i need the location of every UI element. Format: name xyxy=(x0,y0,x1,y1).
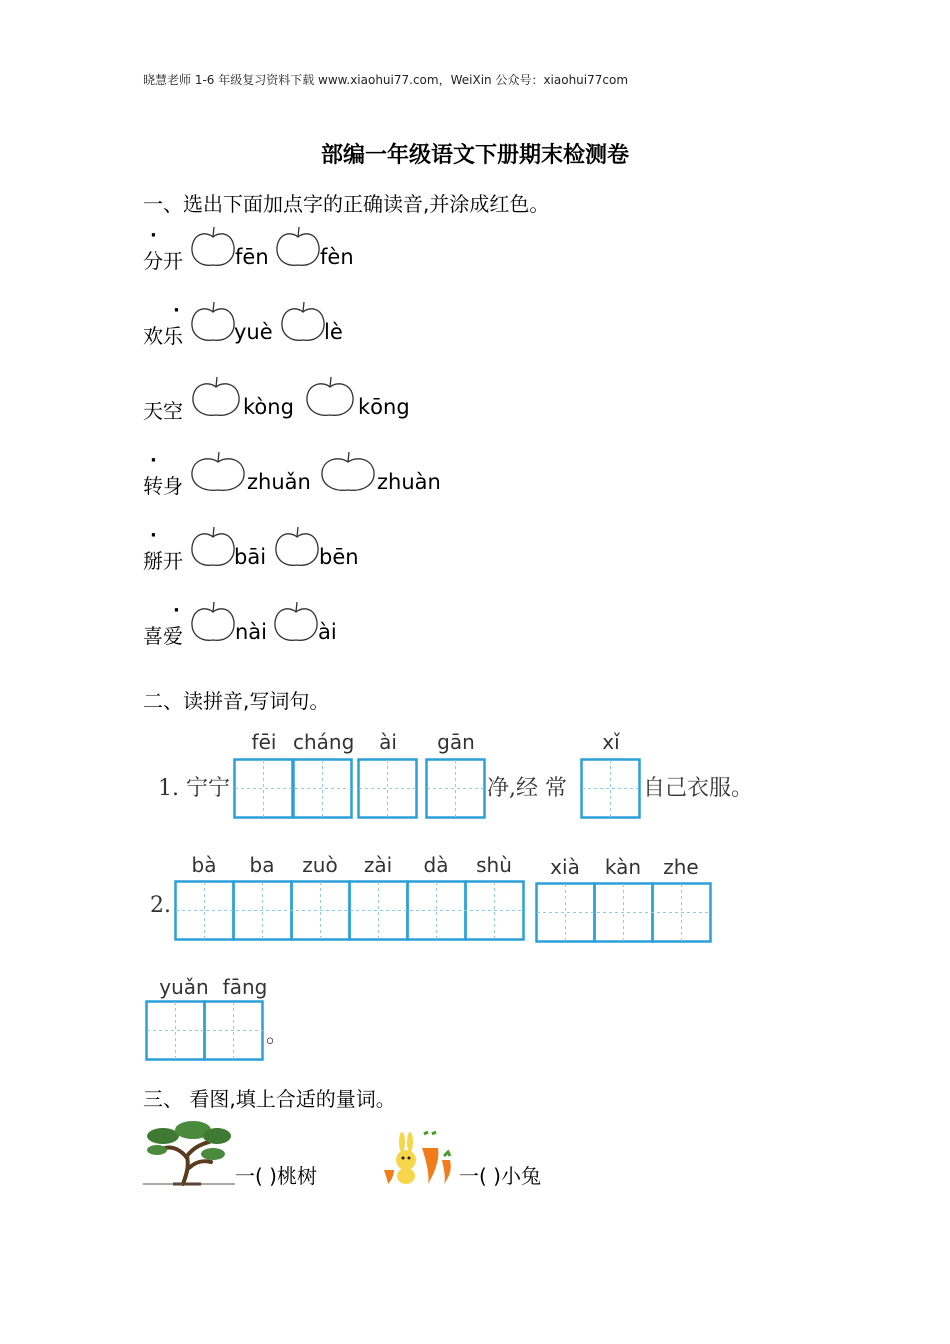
pinyin-label: ài xyxy=(379,730,397,754)
apple-icon[interactable] xyxy=(273,225,323,275)
page-header: 晓慧老师 1-6 年级复习资料下载 www.xiaohui77.com，WeiXin 公众号：xiaohui77com xyxy=(143,73,629,87)
pinyin-label: kàn xyxy=(604,855,642,879)
question-row-6 xyxy=(143,600,443,650)
writing-grid[interactable] xyxy=(174,880,526,942)
pinyin-label: xǐ xyxy=(602,730,620,754)
pinyin-option: ài xyxy=(318,620,337,644)
apple-icon[interactable] xyxy=(303,375,358,425)
question-row-2 xyxy=(143,300,443,350)
apple-icon[interactable] xyxy=(278,300,328,350)
pinyin-option: kòng xyxy=(243,395,294,419)
question-word: 掰开 xyxy=(143,549,183,573)
question-word: 天空 xyxy=(143,399,183,423)
q1-middle: 净,经 常 xyxy=(487,776,567,801)
pinyin-label: xià xyxy=(550,855,580,879)
apple-icon[interactable] xyxy=(272,525,322,575)
section2-heading: 二、读拼音,写词句。 xyxy=(143,689,330,713)
pinyin-label: cháng xyxy=(293,730,355,754)
pinyin-label: fēi xyxy=(251,730,277,754)
question-word: 喜爱 xyxy=(143,624,183,648)
apple-icon[interactable] xyxy=(188,225,238,275)
pinyin-label: ba xyxy=(249,853,275,877)
peach-tree-image xyxy=(143,1118,235,1186)
emphasis-dot: · xyxy=(173,300,180,321)
section3-heading: 三、 看图,填上合适的量词。 xyxy=(143,1087,396,1111)
pinyin-label: zhe xyxy=(663,855,699,879)
apple-icon[interactable] xyxy=(188,450,248,500)
pinyin-option: zhuǎn xyxy=(247,470,311,494)
pinyin-option: zhuàn xyxy=(377,470,441,494)
question-row-3 xyxy=(143,375,463,425)
pinyin-option: fèn xyxy=(320,245,354,269)
section1-heading: 一、选出下面加点字的正确读音,并涂成红色。 xyxy=(143,192,550,216)
pinyin-label: shù xyxy=(476,853,512,877)
pinyin-label: zài xyxy=(363,853,393,877)
writing-grid[interactable] xyxy=(143,1000,267,1062)
writing-grid[interactable] xyxy=(580,758,644,820)
question-row-1 xyxy=(143,225,443,275)
pinyin-option: bāi xyxy=(234,545,267,569)
q1-prefix: 1. 宁宁 xyxy=(158,776,230,801)
pinyin-option: fēn xyxy=(235,245,269,269)
question-word: 分开 xyxy=(143,249,183,273)
measure-word-blank-1[interactable]: 一( )桃树 xyxy=(235,1164,317,1188)
writing-grid[interactable] xyxy=(233,758,355,820)
q2-end-mark: 。 xyxy=(266,1023,289,1048)
emphasis-dot: · xyxy=(150,450,157,471)
question-word: 转身 xyxy=(143,474,183,498)
pinyin-label: gān xyxy=(437,730,475,754)
apple-icon[interactable] xyxy=(188,600,238,650)
writing-grid[interactable] xyxy=(425,758,489,820)
apple-icon[interactable] xyxy=(318,450,378,500)
question-row-4 xyxy=(143,450,483,500)
pinyin-option: yuè xyxy=(234,320,273,344)
pinyin-option: nài xyxy=(235,620,268,644)
pinyin-option: kōng xyxy=(358,395,410,419)
apple-icon[interactable] xyxy=(271,600,321,650)
pinyin-label: fāng xyxy=(222,975,268,999)
pinyin-label: dà xyxy=(423,853,449,877)
pinyin-option: bēn xyxy=(319,545,359,569)
apple-icon[interactable] xyxy=(189,375,244,425)
emphasis-dot: · xyxy=(150,225,157,246)
q1-suffix: 自己衣服。 xyxy=(643,776,754,801)
question-row-5 xyxy=(143,525,443,575)
q2-prefix: 2. xyxy=(150,893,171,918)
measure-word-blank-2[interactable]: 一( )小兔 xyxy=(459,1164,541,1188)
page-title: 部编一年级语文下册期末检测卷 xyxy=(320,142,629,168)
apple-icon[interactable] xyxy=(188,525,238,575)
pinyin-option: lè xyxy=(324,320,343,344)
pinyin-label: zuò xyxy=(302,853,338,877)
rabbit-carrot-image xyxy=(382,1130,460,1186)
pinyin-label: bà xyxy=(191,853,217,877)
emphasis-dot: · xyxy=(150,525,157,546)
writing-grid[interactable] xyxy=(357,758,421,820)
pinyin-label: yuǎn xyxy=(159,975,209,999)
emphasis-dot: · xyxy=(173,600,180,621)
question-word: 欢乐 xyxy=(143,324,183,348)
apple-icon[interactable] xyxy=(188,300,238,350)
writing-grid[interactable] xyxy=(535,882,715,944)
